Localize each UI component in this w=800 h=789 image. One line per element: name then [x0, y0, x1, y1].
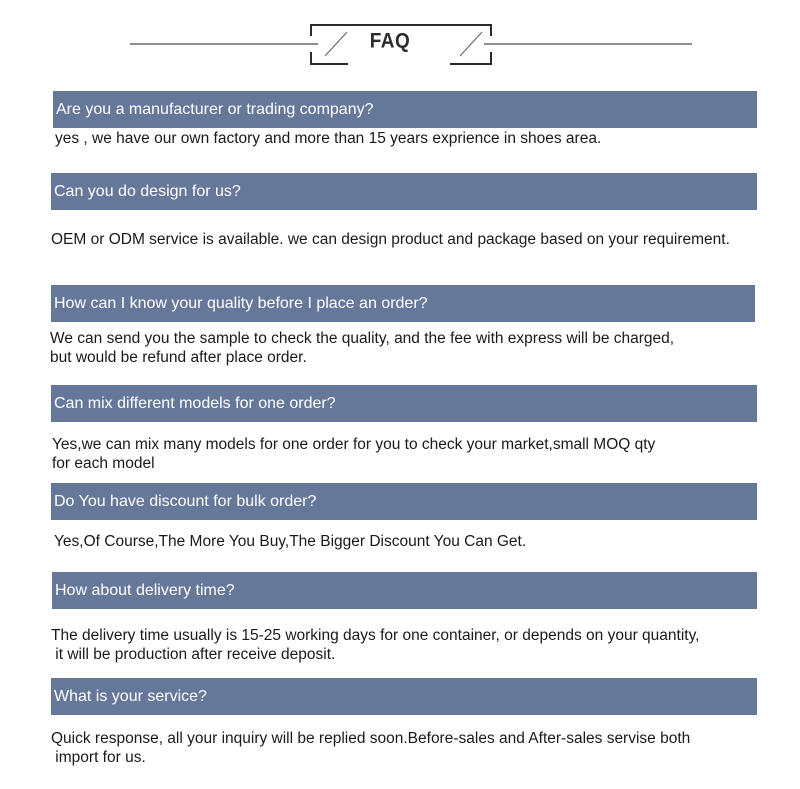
faq-answer-1: yes , we have our own factory and more than 15 years exprience in shoes area.: [55, 130, 602, 147]
faq-answer-4: Yes,we can mix many models for one order for you to check your market,small MOQ qty for each model: [52, 436, 656, 472]
faq-answer-2: OEM or ODM service is available. we can design product and package based on your requirement.: [51, 231, 730, 248]
faq-question-5: Do You have discount for bulk order?: [51, 483, 757, 520]
page-title: FAQ: [369, 29, 411, 53]
faq-header: [0, 0, 800, 70]
faq-question-3: How can I know your quality before I place an order?: [51, 285, 755, 322]
faq-question-1: Are you a manufacturer or trading company?: [53, 91, 757, 128]
faq-answer-7: Quick response, all your inquiry will be replied soon.Before-sales and After-sales servise both import for us.: [51, 730, 691, 766]
faq-question-2: Can you do design for us?: [51, 173, 757, 210]
faq-answer-3: We can send you the sample to check the quality, and the fee with express will be charged, but would be refund after place order.: [50, 330, 675, 366]
faq-question-6: How about delivery time?: [52, 572, 757, 609]
faq-question-7: What is your service?: [51, 678, 757, 715]
faq-question-4: Can mix different models for one order?: [51, 385, 757, 422]
faq-answer-6: The delivery time usually is 15-25 working days for one container, or depends on your quantity, it will be production after receive deposit.: [51, 627, 700, 663]
faq-answer-5: Yes,Of Course,The More You Buy,The Bigger Discount You Can Get.: [54, 533, 527, 550]
